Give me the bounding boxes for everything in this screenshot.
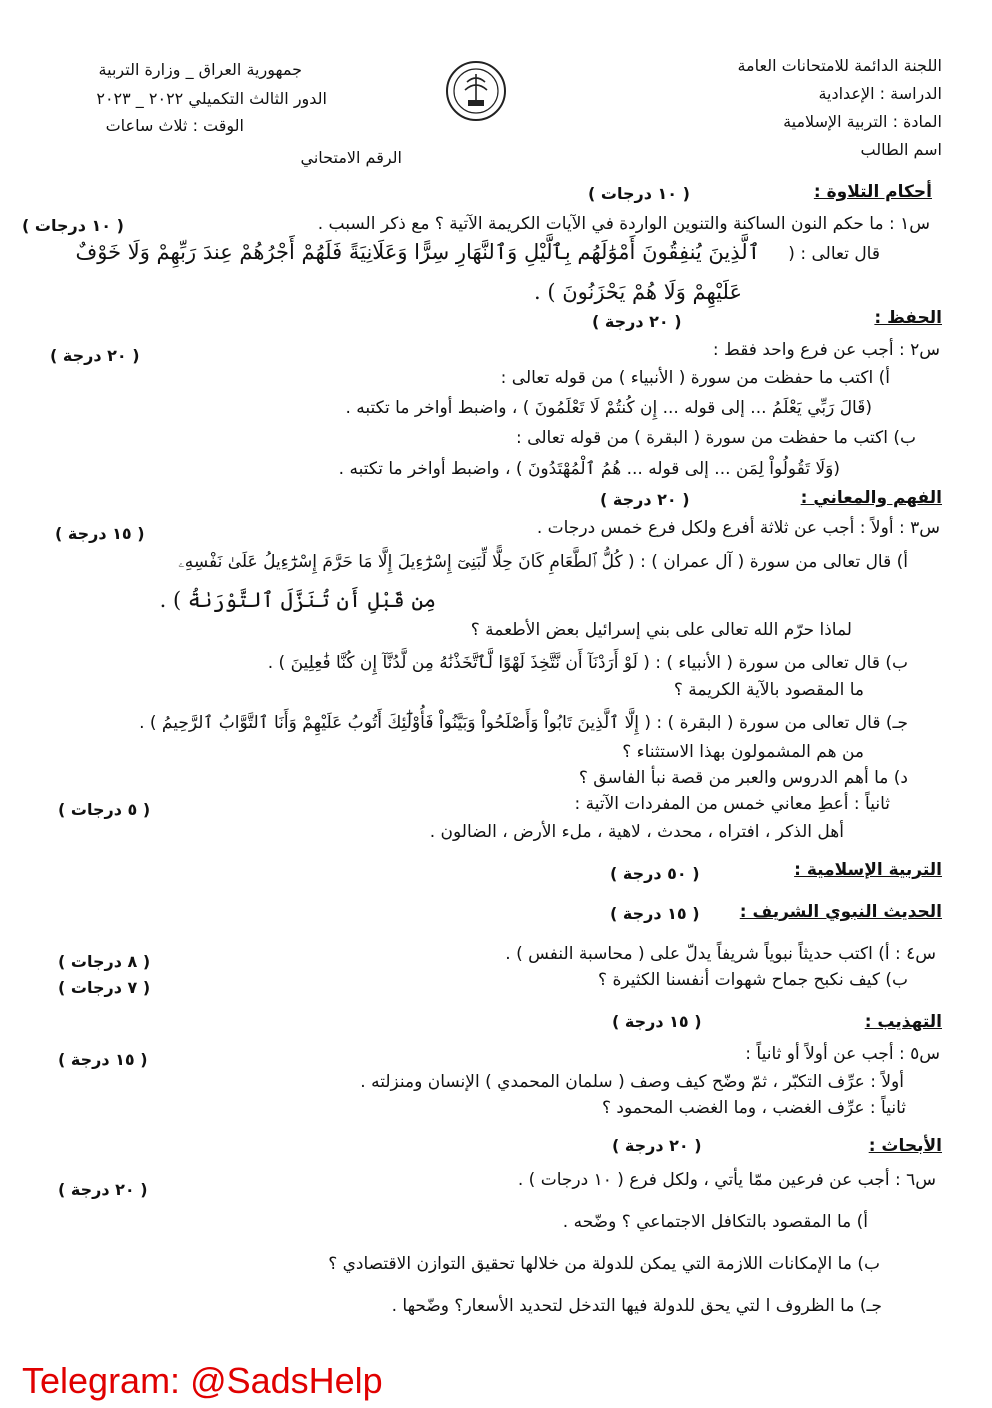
header-republic: جمهورية العراق _ وزارة التربية [98,60,302,79]
question-2-branch-b-verse: (وَلَا تَقُولُواْ لِمَن ... إلى قوله ... هُمُ ٱلْمُهْتَدُونَ ) ، واضبط أواخر ما تكتبه . [338,459,840,479]
section-points-hadith: ( ١٥ درجة ) [610,904,700,923]
question-6-branch-c: جـ) ما الظروف ا لتي يحق للدولة فيها التدخل لتحديد الأسعار؟ وضّحها . [391,1296,882,1316]
header-subject: المادة : التربية الإسلامية [783,112,942,131]
telegram-watermark: Telegram: @SadsHelp [22,1360,383,1401]
header-exam-number: الرقم الامتحاني [300,148,402,167]
section-points-tajweed: ( ١٠ درجات ) [588,184,690,203]
question-3-branch-c-question: من هم المشمولون بهذا الاستثناء ؟ [622,742,864,762]
question-5-first: أولاً : عرِّف التكبّر ، ثمّ وضّح كيف وصف ( سلمان المحمدي ) الإنسان ومنزلته . [360,1072,904,1092]
question-6-branch-a: أ) ما المقصود بالتكافل الاجتماعي ؟ وضّحه . [562,1212,868,1232]
question-4-branch-b: ب) كيف نكبح جماح شهوات أنفسنا الكثيرة ؟ [598,970,908,990]
question-1-points: ( ١٠ درجات ) [22,216,124,235]
question-1-verse-line2: عَلَيْهِمْ وَلَا هُمْ يَحْزَنُونَ ) . [534,280,742,304]
question-3-first-points: ( ١٥ درجة ) [55,524,145,543]
question-3-branch-c: جـ) قال تعالى من سورة ( البقرة ) : ( إِلَّا ٱلَّذِينَ تَابُواْ وَأَصْلَحُواْ وَبَيَّنُواْ فَأُوْلَٰٓئِكَ أَتُوبُ عَلَيْهِمْ وَأَنَا ٱلتَّوَّابُ ٱلرَّحِيمُ ) . [139,713,908,733]
section-title-tajweed: أحكام التلاوة : [813,182,932,202]
question-4-branch-a: س٤ : أ) اكتب حديثاً نبوياً شريفاً يدلّ على ( محاسبة النفس ) . [505,944,936,964]
header-student-name: اسم الطالب [860,140,942,159]
ministry-seal-icon [445,60,507,122]
header-round: الدور الثالث التكميلي ٢٠٢٢ _ ٢٠٢٣ [96,89,327,108]
question-6: س٦ : أجب عن فرعين ممّا يأتي ، ولكل فرع ( ١٠ درجات ) . [517,1170,936,1190]
section-title-understanding: الفهم والمعاني : [800,488,942,508]
question-1-intro: قال تعالى : ( [788,244,880,264]
question-3-second: ثانياً : أعطِ معاني خمس من المفردات الآتية : [574,794,890,814]
section-points-refinement: ( ١٥ درجة ) [612,1012,702,1031]
section-title-refinement: التهذيب : [864,1012,942,1032]
question-3-vocabulary: أهل الذكر ، افتراه ، محدث ، لاهية ، ملء الأرض ، الضالون . [429,822,844,842]
header-committee: اللجنة الدائمة للامتحانات العامة [737,56,942,75]
question-3-second-points: ( ٥ درجات ) [58,800,151,819]
question-2-branch-b: ب) اكتب ما حفظت من سورة ( البقرة ) من قوله تعالى : [516,428,916,448]
question-2-branch-a-verse: (قَالَ رَبِّي يَعْلَمُ ... إلى قوله ... إِن كُنتُمْ لَا تَعْلَمُونَ ) ، واضبط أواخر ما تكتبه . [345,398,872,418]
section-points-islamic-education: ( ٥٠ درجة ) [610,864,700,883]
question-5: س٥ : أجب عن أولاً أو ثانياً : [745,1044,940,1064]
question-3-branch-b-question: ما المقصود بالآية الكريمة ؟ [673,680,864,700]
header-time: الوقت : ثلاث ساعات [105,116,244,135]
question-3-branch-a-question: لماذا حرّم الله تعالى على بني إسرائيل بعض الأطعمة ؟ [470,620,852,640]
question-4-branch-b-points: ( ٧ درجات ) [58,978,151,997]
question-2-points: ( ٢٠ درجة ) [50,346,140,365]
question-3-branch-b: ب) قال تعالى من سورة ( الأنبياء ) : ( لَوْ أَرَدْنَآ أَن نَّتَّخِذَ لَهْوًا لَّٱتَّخَذْنَٰهُ مِن لَّدُنَّآ إِن كُنَّا فَٰعِلِينَ ) . [267,653,908,673]
question-6-branch-b: ب) ما الإمكانات اللازمة التي يمكن للدولة من خلالها تحقيق التوازن الاقتصادي ؟ [328,1254,880,1274]
section-title-hadith: الحديث النبوي الشريف : [739,902,942,922]
question-1-verse-line1: ٱلَّذِينَ يُنفِقُونَ أَمْوَٰلَهُم بِٱلَّيْلِ وَٱلنَّهَارِ سِرًّا وَعَلَانِيَةً فَلَهُمْ أَجْرُهُمْ عِندَ رَبِّهِمْ وَلَا خَوْفٌ [75,240,760,264]
section-title-research: الأبحاث : [868,1136,942,1156]
question-4-branch-a-points: ( ٨ درجات ) [58,952,151,971]
question-5-points: ( ١٥ درجة ) [58,1050,148,1069]
header-study: الدراسة : الإعدادية [818,84,942,103]
section-title-islamic-education: التربية الإسلامية : [794,860,942,880]
section-title-memorization: الحفظ : [874,308,942,328]
question-1: س١ : ما حكم النون الساكنة والتنوين الواردة في الآيات الكريمة الآتية ؟ مع ذكر السبب . [317,214,930,234]
question-6-points: ( ٢٠ درجة ) [58,1180,148,1199]
question-2-branch-a: أ) اكتب ما حفظت من سورة ( الأنبياء ) من قوله تعالى : [500,368,890,388]
question-3-branch-a: أ) قال تعالى من سورة ( آل عمران ) : ( كُلُّ ٱلطَّعَامِ كَانَ حِلًّا لِّبَنِىٓ إِسْرَٰٓءِيلَ إِلَّا مَا حَرَّمَ إِسْرَٰٓءِيلُ عَلَىٰ نَفْسِهِۦ [178,552,908,572]
question-3-branch-d: د) ما أهم الدروس والعبر من قصة نبأ الفاسق ؟ [578,768,908,788]
section-points-memorization: ( ٢٠ درجة ) [592,312,682,331]
question-3-branch-a-verse-end: مِن قَبْلِ أَن تُنَزَّلَ ٱلتَّوْرَىٰةُ ) . [159,588,436,612]
section-points-understanding: ( ٢٠ درجة ) [600,490,690,509]
section-points-research: ( ٢٠ درجة ) [612,1136,702,1155]
question-3-first: س٣ : أولاً : أجب عن ثلاثة أفرع ولكل فرع خمس درجات . [536,518,940,538]
question-2: س٢ : أجب عن فرع واحد فقط : [712,340,940,360]
question-5-second: ثانياً : عرِّف الغضب ، وما الغضب المحمود ؟ [601,1098,906,1118]
